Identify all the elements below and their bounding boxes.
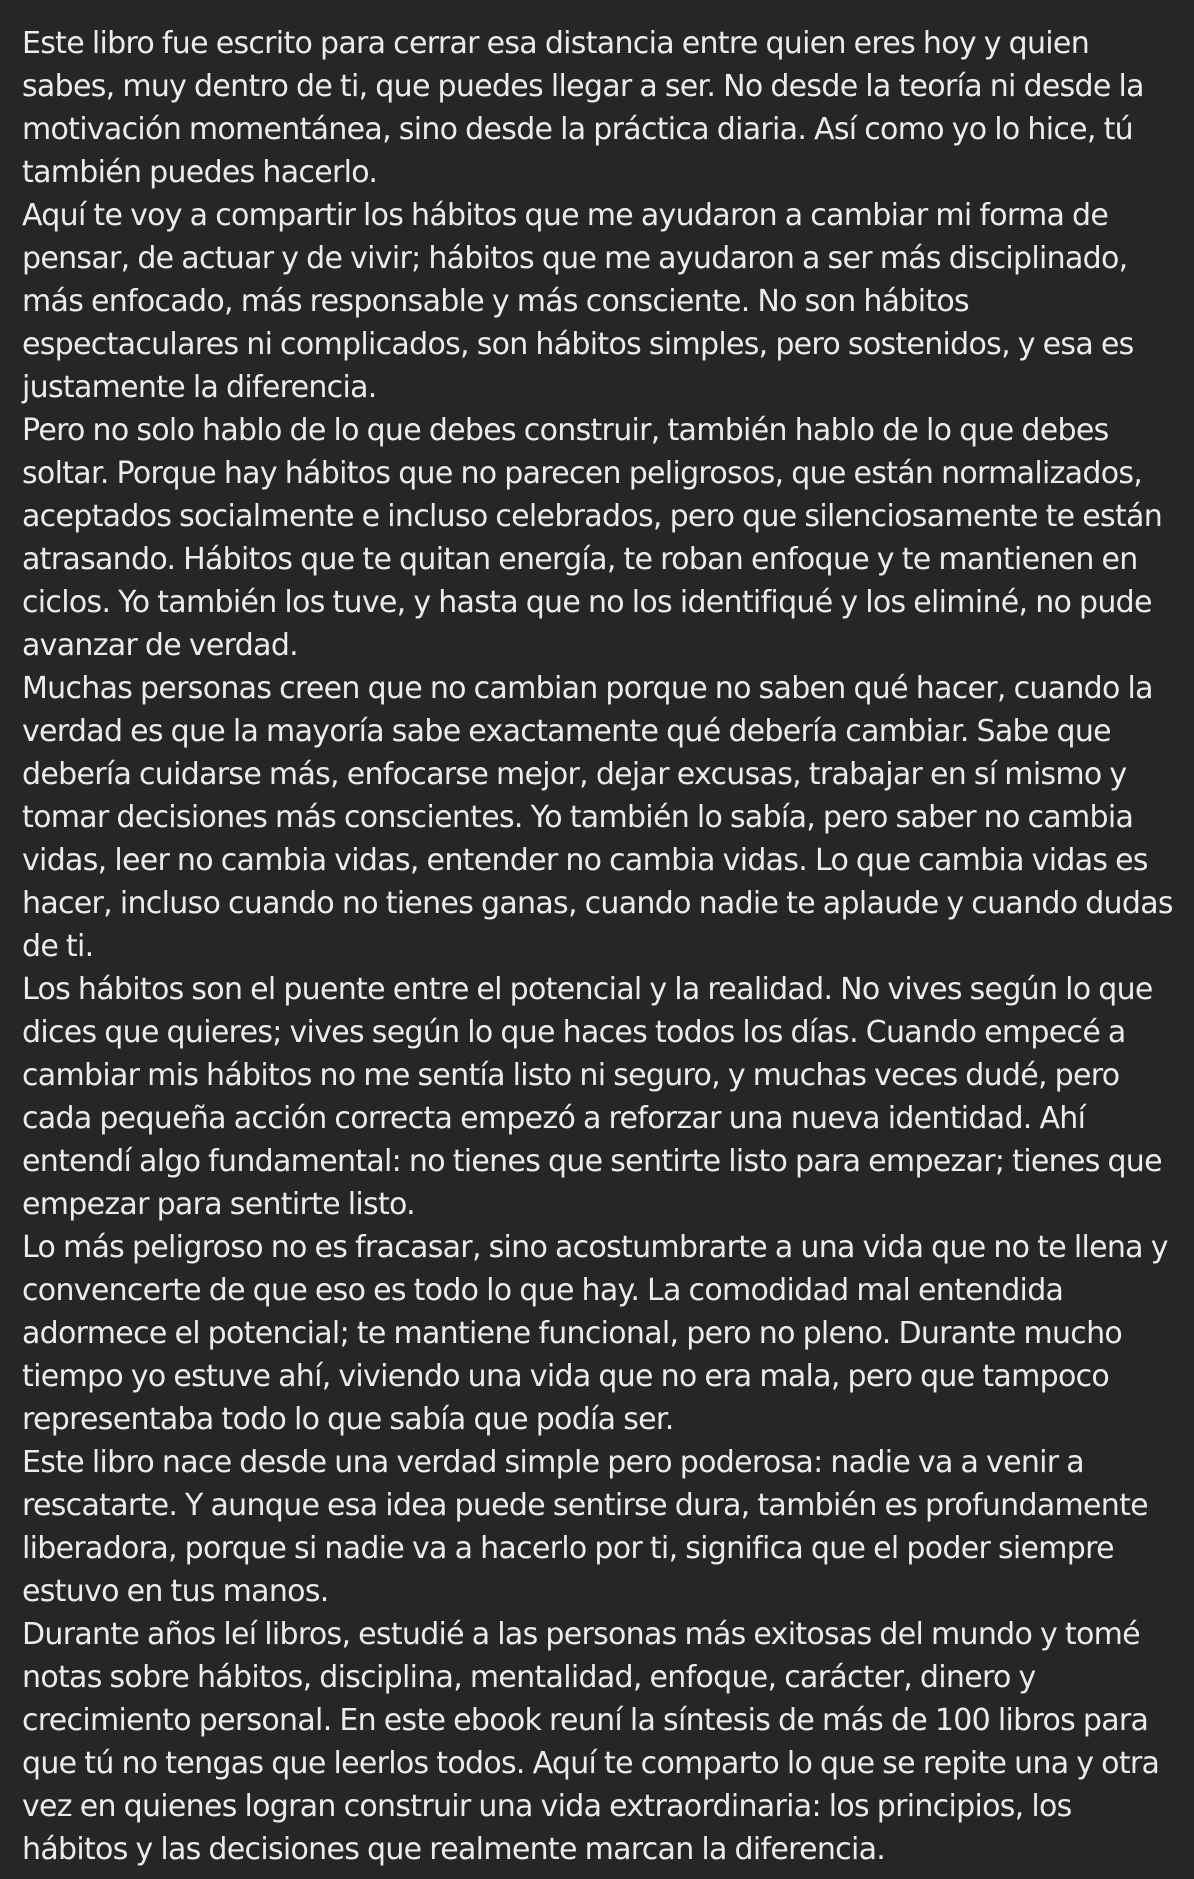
paragraph-8: Durante años leí libros, estudié a las personas más exitosas del mundo y tomé notas sobre hábitos, disciplina, mentalidad, enfoque, carácter, dinero y crecimiento personal. En este ebook reuní la síntesis de más de 100 libros para que tú no tengas que leerlos todos. Aquí te comparto lo que se repite una y otra vez en quienes logran construir una vida extraordinaria: los principios, los hábitos y las decisiones que realmente marcan la diferencia. <box>22 1617 1160 1867</box>
paragraph-5: Los hábitos son el puente entre el potencial y la realidad. No vives según lo que dices que quieres; vives según lo que haces todos los días. Cuando empecé a cambiar mis hábitos no me sentía listo ni seguro, y muchas veces dudé, pero cada pequeña acción correcta empezó a reforzar una nueva identidad. Ahí entendí algo fundamental: no tienes que sentirte listo para empezar; tienes que empezar para sentirte listo. <box>22 972 1162 1222</box>
paragraph-7: Este libro nace desde una verdad simple pero poderosa: nadie va a venir a rescatarte. Y aunque esa idea puede sentirse dura, también es profundamente liberadora, porque si nadie va a hacerlo por ti, significa que el poder siempre estuvo en tus manos. <box>22 1445 1148 1609</box>
paragraph-2: Aquí te voy a compartir los hábitos que me ayudaron a cambiar mi forma de pensar, de actuar y de vivir; hábitos que me ayudaron a ser más disciplinado, más enfocado, más responsable y más consciente. No son hábitos espectaculares ni complicados, son hábitos simples, pero sostenidos, y esa es justamente la diferencia. <box>22 198 1134 405</box>
paragraph-4: Muchas personas creen que no cambian porque no saben qué hacer, cuando la verdad es que la mayoría sabe exactamente qué debería cambiar. Sabe que debería cuidarse más, enfocarse mejor, dejar excusas, trabajar en sí mismo y tomar decisiones más conscientes. Yo también lo sabía, pero saber no cambia vidas, leer no cambia vidas, entender no cambia vidas. Lo que cambia vidas es hacer, incluso cuando no tienes ganas, cuando nadie te aplaude y cuando dudas de ti. <box>22 671 1173 964</box>
paragraph-6: Lo más peligroso no es fracasar, sino acostumbrarte a una vida que no te llena y convencerte de que eso es todo lo que hay. La comodidad mal entendida adormece el potencial; te mantiene funcional, pero no pleno. Durante mucho tiempo yo estuve ahí, viviendo una vida que no era mala, pero que tampoco representaba todo lo que sabía que podía ser. <box>22 1230 1168 1437</box>
paragraph-3: Pero no solo hablo de lo que debes construir, también hablo de lo que debes soltar. Porque hay hábitos que no parecen peligrosos, que están normalizados, aceptados socialmente e incluso celebrados, pero que silenciosamente te están atrasando. Hábitos que te quitan energía, te roban enfoque y te mantienen en ciclos. Yo también los tuve, y hasta que no los identifiqué y los eliminé, no pude avanzar de verdad. <box>22 413 1163 663</box>
paragraph-1: Este libro fue escrito para cerrar esa distancia entre quien eres hoy y quien sabes, muy dentro de ti, que puedes llegar a ser. No desde la teoría ni desde la motivación momentánea, sino desde la práctica diaria. Así como yo lo hice, tú también puedes hacerlo. <box>22 26 1144 190</box>
